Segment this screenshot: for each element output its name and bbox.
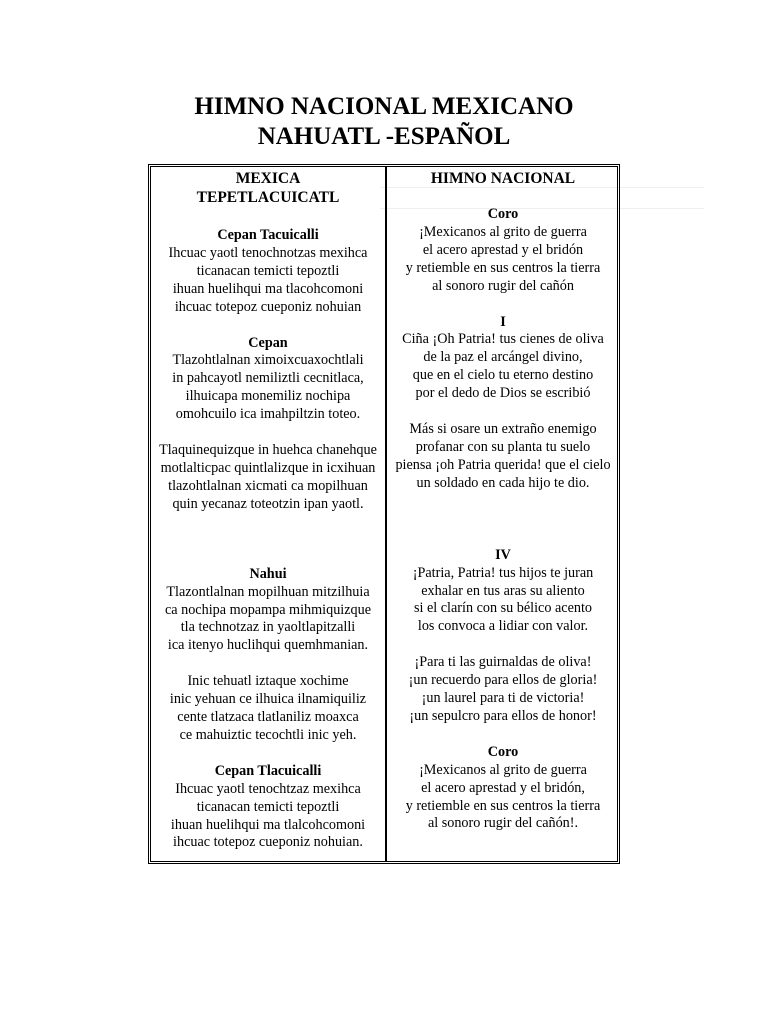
verse-line: Ciña ¡Oh Patria! tus cienes de oliva: [402, 331, 604, 348]
verse-line: ¡Mexicanos al grito de guerra: [419, 223, 587, 240]
spanish-stanza-6-title: Coro: [487, 743, 519, 760]
verse-line: Tlazontlalnan mopilhuan mitzilhuia: [166, 583, 370, 600]
verse-line: piensa ¡oh Patria querida! que el cielo: [395, 456, 611, 473]
verse-line: un soldado en cada hijo te dio.: [416, 474, 590, 491]
nahuatl-stanza-1-title: Cepan Tacuicalli: [217, 227, 319, 243]
verse-line: profanar con su planta tu suelo: [415, 438, 591, 455]
nahuatl-stanza-6-title: Cepan Tlacuicalli: [214, 762, 322, 779]
verse-line: Más si osare un extraño enemigo: [409, 421, 597, 438]
verse-line: in pahcayotl nemiliztli cecnitlaca,: [172, 370, 364, 387]
verse-line: ica itenyo huclihqui quemhmanian.: [167, 637, 369, 654]
verse-line: cente tlatzaca tlatlaniliz moaxca: [177, 709, 359, 726]
verse-line: omohcuilo ica imahpiltzin toteo.: [175, 406, 361, 423]
verse-line: Inic tehuatl iztaque xochime: [187, 673, 349, 690]
verse-line: ticanacan temicti tepoztli: [196, 798, 340, 815]
verse-line: que en el cielo tu eterno destino: [412, 367, 594, 384]
nahuatl-stanza-4-title: Nahui: [249, 565, 287, 582]
verse-line: ilhuicapa monemiliz nochipa: [185, 388, 351, 405]
nahuatl-stanza-2-title: Cepan: [248, 334, 288, 351]
spanish-stanza-1-title: Coro: [487, 206, 519, 222]
verse-line: ¡Mexicanos al grito de guerra: [419, 761, 587, 778]
verse-line: ¡un recuerdo para ellos de gloria!: [408, 672, 598, 689]
verse-line: ihuan huelihqui ma tlacohcomoni: [172, 280, 364, 297]
verse-line: Ihcuac yaotl tenochtzaz mexihca: [175, 780, 361, 797]
verse-line: de la paz el arcángel divino,: [423, 349, 583, 366]
verse-line: si el clarín con su bélico acento: [413, 600, 593, 617]
verse-line: por el dedo de Dios se escribió: [415, 385, 591, 402]
verse-line: ihcuac totepoz cueponiz nohuian.: [173, 834, 363, 851]
nahuatl-column: [151, 169, 385, 852]
document-title: [0, 92, 768, 152]
anthem-table: [148, 164, 620, 864]
verse-line: los convoca a lidiar con valor.: [417, 618, 589, 635]
verse-line: ce mahuiztic tecochtli inic yeh.: [179, 726, 357, 743]
verse-line: exhalar en tus aras su aliento: [421, 582, 585, 599]
verse-line: motlalticpac quintlalizque in icxihuan: [160, 459, 376, 476]
verse-line: y retiemble en sus centros la tierra: [405, 259, 601, 276]
verse-line: tlazohtlalnan xicmati ca mopilhuan: [168, 477, 368, 494]
verse-line: ca nochipa mopampa mihmiquizque: [164, 601, 372, 618]
verse-line: Ihcuac yaotl tenochnotzas mexihca: [168, 244, 368, 261]
spanish-stanza-2-title: I: [500, 313, 506, 330]
verse-line: al sonoro rugir del cañón: [432, 277, 574, 294]
verse-line: el acero aprestad y el bridón: [422, 241, 584, 258]
verse-line: quin yecanaz toteotzin ipan yaotl.: [172, 495, 364, 512]
verse-line: Tlaquinequizque in huehca chanehque: [159, 442, 377, 459]
verse-line: al sonoro rugir del cañón!.: [427, 815, 579, 832]
verse-line: ihcuac totepoz cueponiz nohuian: [174, 298, 362, 315]
verse-line: y retiemble en sus centros la tierra: [405, 797, 601, 814]
verse-line: ¡un sepulcro para ellos de honor!: [409, 707, 597, 724]
verse-line: ticanacan temicti tepoztli: [196, 262, 340, 279]
verse-line: el acero aprestad y el bridón,: [421, 779, 585, 796]
spanish-column: [387, 169, 619, 833]
nahuatl-header-line-2: TEPETLACUICATL: [196, 189, 340, 206]
verse-line: ¡Para ti las guirnaldas de oliva!: [414, 654, 592, 671]
verse-line: ¡Patria, Patria! tus hijos te juran: [412, 564, 594, 581]
nahuatl-header-line-1: MEXICA: [235, 170, 301, 187]
verse-line: tla technotzaz in yaoltlapitzalli: [180, 619, 356, 636]
verse-line: ihuan huelihqui ma tlalcohcomoni: [170, 816, 366, 833]
verse-line: Tlazohtlalnan ximoixcuaxochtlali: [172, 352, 364, 369]
verse-line: inic yehuan ce ilhuica ilnamiquiliz: [169, 691, 367, 708]
spanish-header: HIMNO NACIONAL: [430, 170, 576, 187]
title-line-1: HIMNO NACIONAL MEXICANO: [194, 93, 574, 120]
title-line-2: NAHUATL -ESPAÑOL: [257, 123, 511, 150]
spanish-stanza-4-title: IV: [495, 546, 511, 563]
verse-line: ¡un laurel para ti de victoria!: [421, 690, 585, 707]
